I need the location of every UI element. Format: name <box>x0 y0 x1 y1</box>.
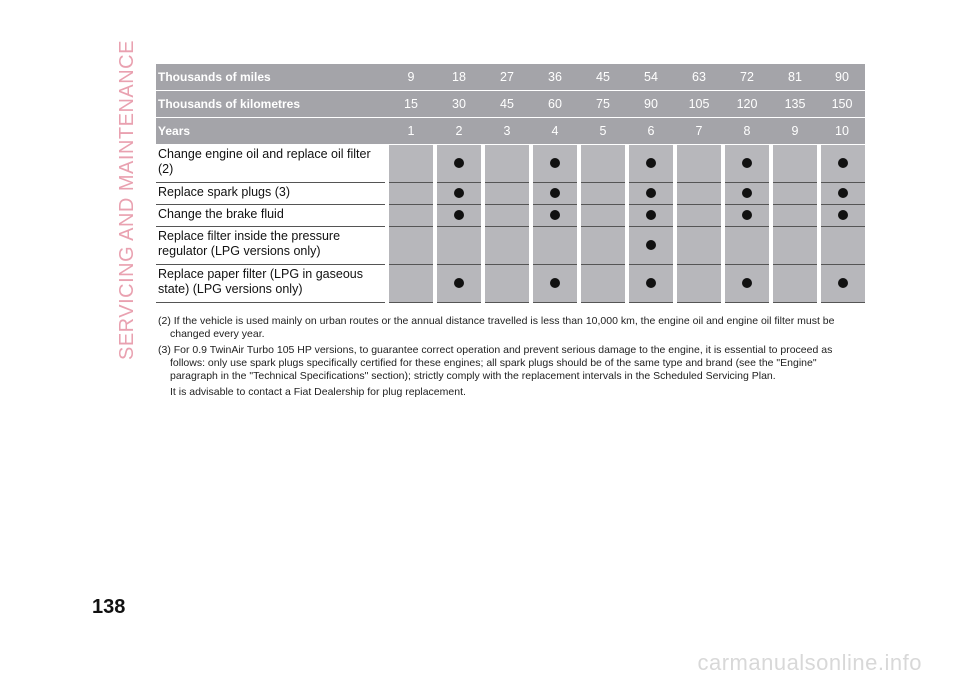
schedule-cell <box>627 145 675 183</box>
header-value: 90 <box>627 91 675 118</box>
header-value: 120 <box>723 91 771 118</box>
schedule-cell <box>723 183 771 205</box>
header-row <box>156 91 865 118</box>
schedule-cell <box>483 265 531 303</box>
header-value: 10 <box>819 118 865 145</box>
service-dot-icon <box>454 158 464 168</box>
schedule-cell <box>819 265 865 303</box>
header-value: 7 <box>675 118 723 145</box>
task-label: Change engine oil and replace oil filter (2) <box>156 145 387 183</box>
schedule-cell <box>675 183 723 205</box>
header-value: 5 <box>579 118 627 145</box>
schedule-cell <box>723 227 771 265</box>
service-dot-icon <box>838 188 848 198</box>
task-row <box>156 265 865 303</box>
header-value: 54 <box>627 64 675 91</box>
header-value: 36 <box>531 64 579 91</box>
watermark: carmanualsonline.info <box>697 650 922 675</box>
schedule-cell <box>387 227 435 265</box>
service-dot-icon <box>742 210 752 220</box>
schedule-cell <box>579 145 627 183</box>
schedule-cell <box>675 145 723 183</box>
header-value: 4 <box>531 118 579 145</box>
schedule-cell <box>435 265 483 303</box>
schedule-cell <box>675 265 723 303</box>
header-value: 6 <box>627 118 675 145</box>
schedule-cell <box>627 227 675 265</box>
header-value: 105 <box>675 91 723 118</box>
schedule-cell <box>435 145 483 183</box>
footnotes <box>158 315 848 402</box>
schedule-cell <box>531 145 579 183</box>
task-row <box>156 205 865 227</box>
service-dot-icon <box>838 278 848 288</box>
schedule-cell <box>483 183 531 205</box>
header-value: 45 <box>483 91 531 118</box>
service-dot-icon <box>550 188 560 198</box>
header-value: 15 <box>387 91 435 118</box>
footnote-2: (2) If the vehicle is used mainly on urban routes or the annual distance travelled is less than 10,000 km, the engine oil and engine oil filter must be changed every year. <box>158 315 835 340</box>
schedule-cell <box>435 227 483 265</box>
schedule-cell <box>627 265 675 303</box>
service-dot-icon <box>646 158 656 168</box>
schedule-cell <box>579 205 627 227</box>
schedule-cell <box>819 227 865 265</box>
schedule-cell <box>531 205 579 227</box>
task-label: Replace filter inside the pressure regulator (LPG versions only) <box>156 227 387 265</box>
header-value: 8 <box>723 118 771 145</box>
header-value: 150 <box>819 91 865 118</box>
schedule-cell <box>387 183 435 205</box>
schedule-cell <box>627 183 675 205</box>
task-label: Replace spark plugs (3) <box>156 183 387 205</box>
schedule-cell <box>723 265 771 303</box>
service-dot-icon <box>838 210 848 220</box>
schedule-cell <box>675 205 723 227</box>
schedule-cell <box>435 205 483 227</box>
header-value: 81 <box>771 64 819 91</box>
schedule-cell <box>819 183 865 205</box>
service-dot-icon <box>454 188 464 198</box>
header-row <box>156 64 865 91</box>
schedule-cell <box>771 265 819 303</box>
schedule-cell <box>723 145 771 183</box>
service-dot-icon <box>550 210 560 220</box>
header-value: 60 <box>531 91 579 118</box>
header-value: 9 <box>771 118 819 145</box>
schedule-cell <box>819 145 865 183</box>
schedule-cell <box>771 227 819 265</box>
header-value: 30 <box>435 91 483 118</box>
schedule-cell <box>771 205 819 227</box>
schedule-cell <box>723 205 771 227</box>
schedule-cell <box>483 145 531 183</box>
header-value: 9 <box>387 64 435 91</box>
section-side-title <box>112 40 144 360</box>
schedule-cell <box>435 183 483 205</box>
header-label: Years <box>156 118 387 145</box>
schedule-cell <box>675 227 723 265</box>
header-value: 27 <box>483 64 531 91</box>
service-dot-icon <box>742 278 752 288</box>
header-value: 135 <box>771 91 819 118</box>
task-label: Replace paper filter (LPG in gaseous state) (LPG versions only) <box>156 265 387 303</box>
schedule-cell <box>387 205 435 227</box>
service-dot-icon <box>550 278 560 288</box>
header-value: 75 <box>579 91 627 118</box>
schedule-cell <box>771 183 819 205</box>
schedule-cell <box>579 183 627 205</box>
schedule-cell <box>771 145 819 183</box>
task-label: Change the brake fluid <box>156 205 387 227</box>
header-value: 72 <box>723 64 771 91</box>
section-title-text: SERVICING AND MAINTENANCE <box>116 40 138 360</box>
task-row <box>156 227 865 265</box>
footnote-3-cont: It is advisable to contact a Fiat Dealership for plug replacement. <box>170 386 466 398</box>
schedule-cell <box>579 227 627 265</box>
header-value: 3 <box>483 118 531 145</box>
service-dot-icon <box>550 158 560 168</box>
header-label: Thousands of miles <box>156 64 387 91</box>
schedule-cell <box>531 265 579 303</box>
schedule-cell <box>531 183 579 205</box>
header-value: 45 <box>579 64 627 91</box>
header-value: 18 <box>435 64 483 91</box>
schedule-cell <box>627 205 675 227</box>
service-dot-icon <box>838 158 848 168</box>
service-schedule-table <box>156 64 865 303</box>
service-dot-icon <box>454 278 464 288</box>
schedule-cell <box>531 227 579 265</box>
header-value: 63 <box>675 64 723 91</box>
header-value: 1 <box>387 118 435 145</box>
service-dot-icon <box>646 188 656 198</box>
footnote-3: (3) For 0.9 TwinAir Turbo 105 HP versions, to guarantee correct operation and prevent serious damage to the engine, it is essential to proceed as follows: only use spark plugs specifically certified for these engines; all spark plugs should be of the same type and brand (see the "Engine" paragraph in the "Technical Specifications" section); strictly comply with the replacement intervals in the Scheduled Servicing Plan. <box>158 344 833 382</box>
service-dot-icon <box>646 210 656 220</box>
schedule-cell <box>819 205 865 227</box>
page-number: 138 <box>92 596 126 618</box>
service-dot-icon <box>742 188 752 198</box>
service-dot-icon <box>646 278 656 288</box>
service-dot-icon <box>742 158 752 168</box>
task-row <box>156 145 865 183</box>
schedule-cell <box>387 265 435 303</box>
schedule-cell <box>579 265 627 303</box>
header-value: 90 <box>819 64 865 91</box>
service-dot-icon <box>646 240 656 250</box>
header-label: Thousands of kilometres <box>156 91 387 118</box>
schedule-cell <box>483 227 531 265</box>
task-row <box>156 183 865 205</box>
schedule-cell <box>483 205 531 227</box>
schedule-cell <box>387 145 435 183</box>
service-dot-icon <box>454 210 464 220</box>
header-value: 2 <box>435 118 483 145</box>
header-row <box>156 118 865 145</box>
